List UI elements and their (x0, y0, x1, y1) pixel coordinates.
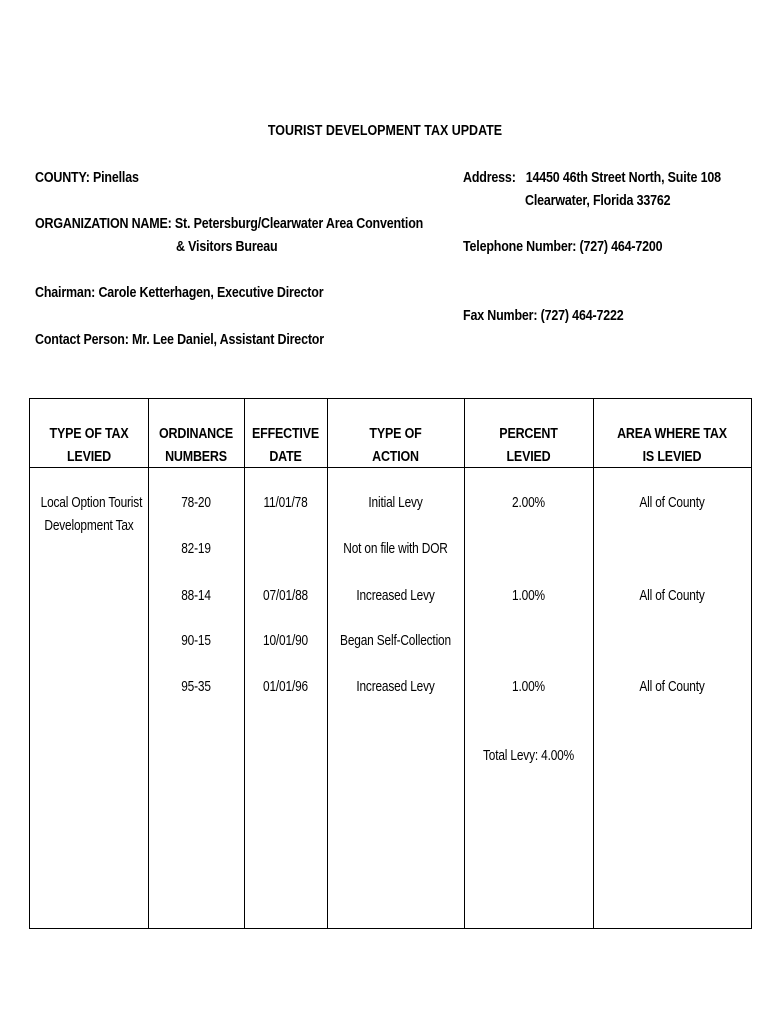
row-ordinance: 78-20 (181, 495, 211, 511)
row-ordinance: 82-19 (181, 541, 211, 557)
row-action: Began Self-Collection (340, 633, 451, 649)
row-date: 11/01/78 (263, 495, 308, 511)
fax-label: Fax Number: (463, 308, 538, 324)
row-date: 07/01/88 (263, 588, 308, 604)
organization-line1 (35, 216, 423, 232)
header-tax-type: TYPE OF TAX LEVIED (49, 426, 129, 465)
row-date: 10/01/90 (263, 633, 308, 649)
row-date: 01/01/96 (263, 679, 308, 695)
header-effective-date: EFFECTIVE DATE (251, 426, 320, 465)
telephone-label: Telephone Number: (463, 239, 577, 255)
contact-label: Contact Person: (35, 332, 129, 348)
county-line (35, 170, 139, 186)
organization-name-line2: & Visitors Bureau (176, 239, 278, 255)
row-ordinance: 88-14 (181, 588, 211, 604)
telephone-value: (727) 464-7200 (579, 239, 663, 255)
chairman-line (35, 285, 323, 301)
row-action: Not on file with DOR (343, 541, 448, 557)
row-area: All of County (639, 588, 705, 604)
row-ordinance: 90-15 (181, 633, 211, 649)
address-label: Address: (463, 170, 516, 186)
address-value-line1: 14450 46th Street North, Suite 108 (525, 170, 721, 186)
row-action: Increased Levy (356, 679, 435, 695)
chairman-value: Carole Ketterhagen, Executive Director (98, 285, 324, 301)
row-percent: 1.00% (512, 588, 545, 604)
contact-line (35, 332, 324, 348)
chairman-label: Chairman: (35, 285, 96, 301)
address-value-line2: Clearwater, Florida 33762 (525, 193, 671, 209)
tax-type-cell: Local Option Tourist Development Tax (40, 495, 143, 534)
row-area: All of County (639, 495, 705, 511)
fax-value: (727) 464-7222 (540, 308, 624, 324)
header-action: TYPE OF ACTION (369, 426, 422, 465)
column-divider (327, 399, 328, 928)
contact-value: Mr. Lee Daniel, Assistant Director (132, 332, 324, 348)
row-action: Initial Levy (368, 495, 423, 511)
row-percent: 2.00% (512, 495, 545, 511)
column-divider (593, 399, 594, 928)
county-value: Pinellas (92, 170, 139, 186)
county-label: COUNTY: (35, 170, 90, 186)
row-ordinance: 95-35 (181, 679, 211, 695)
row-action: Increased Levy (356, 588, 435, 604)
organization-name-line1: St. Petersburg/Clearwater Area Convention (174, 216, 424, 232)
page-title: TOURIST DEVELOPMENT TAX UPDATE (267, 123, 503, 139)
header-ordinance: ORDINANCE NUMBERS (159, 426, 233, 465)
row-percent: 1.00% (512, 679, 545, 695)
header-percent: PERCENT LEVIED (499, 426, 558, 465)
fax-line (463, 308, 624, 324)
column-divider (464, 399, 465, 928)
column-divider (244, 399, 245, 928)
organization-label: ORGANIZATION NAME: (35, 216, 172, 232)
telephone-line (463, 239, 662, 255)
tax-table (29, 398, 752, 929)
row-area: All of County (639, 679, 705, 695)
total-levy: Total Levy: 4.00% (482, 748, 575, 764)
address-line1 (463, 170, 721, 186)
column-divider (148, 399, 149, 928)
header-area: AREA WHERE TAX IS LEVIED (617, 426, 727, 465)
